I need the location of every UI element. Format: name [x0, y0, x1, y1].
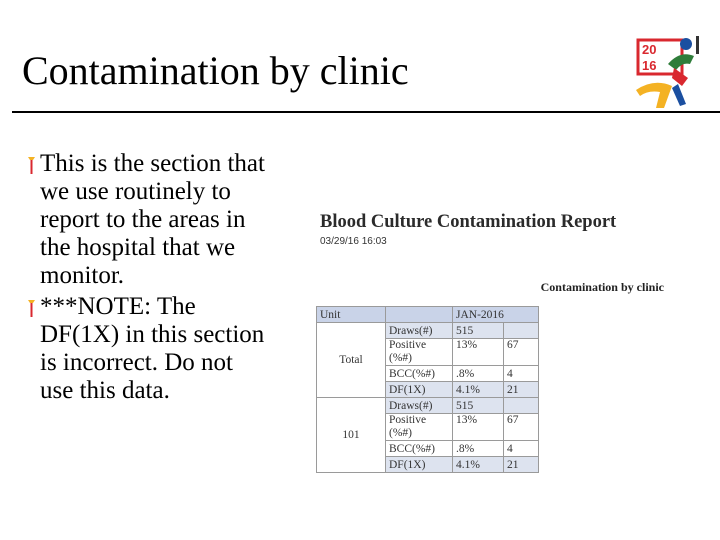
row-pct: 4.1%	[453, 457, 504, 473]
row-label: Positive (%#)	[386, 414, 453, 441]
row-label: Positive (%#)	[386, 339, 453, 366]
table-row	[317, 323, 539, 339]
bullet-text: ***NOTE: The DF(1X) in this section is incorrect. Do not use this data.	[40, 293, 265, 404]
table-header-row	[317, 307, 539, 323]
row-count: 21	[504, 382, 539, 398]
row-pct: .8%	[453, 366, 504, 382]
row-pct: 4.1%	[453, 382, 504, 398]
row-count: 67	[504, 414, 539, 441]
row-pct: 13%	[453, 339, 504, 366]
bullet-list	[28, 150, 300, 408]
header-month: JAN-2016	[453, 307, 539, 323]
bullet-item	[28, 150, 300, 290]
header-blank	[386, 307, 453, 323]
table-row	[317, 398, 539, 414]
bullet-item	[28, 293, 300, 405]
row-pct: 515	[453, 398, 504, 414]
row-label: Draws(#)	[386, 323, 453, 339]
row-label: BCC(%#)	[386, 366, 453, 382]
row-pct: 515	[453, 323, 504, 339]
row-count: 67	[504, 339, 539, 366]
logo-icon	[634, 34, 702, 110]
row-count: 21	[504, 457, 539, 473]
unit-cell: 101	[317, 398, 386, 473]
row-count: 4	[504, 441, 539, 457]
logo-year-bottom: 16	[642, 58, 657, 73]
row-count	[504, 323, 539, 339]
slide-title: Contamination by clinic	[22, 48, 409, 93]
report-date: 03/29/16 16:03	[320, 236, 387, 247]
row-count	[504, 398, 539, 414]
row-label: Draws(#)	[386, 398, 453, 414]
row-label: DF(1X)	[386, 382, 453, 398]
row-pct: .8%	[453, 441, 504, 457]
header-unit: Unit	[317, 307, 386, 323]
bullet-text: This is the section that we use routinely to report to the areas in the hospital that we monitor.	[40, 150, 265, 289]
report-screenshot	[316, 212, 666, 484]
row-label: DF(1X)	[386, 457, 453, 473]
report-table	[316, 306, 539, 473]
report-title: Blood Culture Contamination Report	[320, 212, 617, 232]
row-label: BCC(%#)	[386, 441, 453, 457]
row-pct: 13%	[453, 414, 504, 441]
logo-year-top: 20	[642, 42, 657, 57]
unit-cell: Total	[317, 323, 386, 398]
bullet-torch-icon	[26, 298, 36, 318]
title-divider	[12, 111, 720, 113]
report-subtitle: Contamination by clinic	[540, 280, 664, 294]
row-count: 4	[504, 366, 539, 382]
bullet-torch-icon	[26, 155, 36, 175]
